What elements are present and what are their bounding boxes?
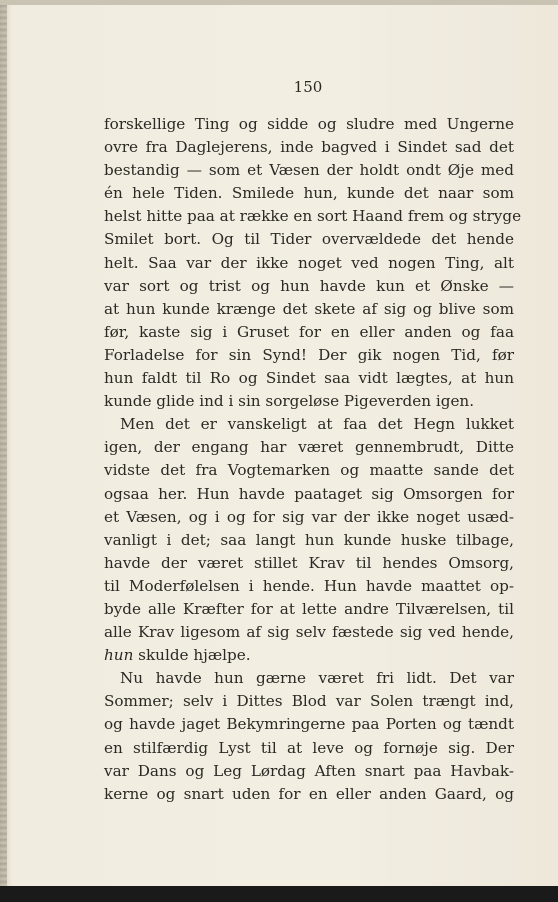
text-line: ovre fra Daglejerens, inde bagved i Sindet sad det [104,138,514,157]
text-line: forskellige Ting og sidde og sludre med Ungerne [104,115,514,133]
text-line: vanligt i det; saa langt hun kunde huske tilbage, [104,530,514,549]
text-line: én hele Tiden. Smilede hun, kunde det naar som [104,184,514,203]
text-line: Nu havde hun gærne været fri lidt. Det var [120,669,514,688]
text-line: igen, der engang har været gennembrudt, Ditte [104,438,514,457]
italic-word: hun [104,646,134,665]
text-line: ogsaa her. Hun havde paataget sig Omsorgen for [104,484,514,503]
text-line: og havde jaget Bekymringerne paa Porten og tændt [104,715,514,734]
text-line: at hun kunde krænge det skete af sig og blive som [104,299,514,318]
text-line: hun faldt til Ro og Sindet saa vidt lægtes, at hun [104,369,514,388]
text-line: Smilet bort. Og til Tider overvældede det hende [104,230,514,249]
body-text [104,113,522,806]
bottom-border [0,886,558,902]
text-line: før, kaste sig i Gruset for en eller anden og faa [104,322,514,341]
text-line-rest: skulde hjælpe. [133,646,251,665]
text-line: Sommer; selv i Dittes Blod var Solen trængt ind, [104,692,514,711]
text-line: var sort og trist og hun havde kun et Ønske — [104,276,514,295]
text-line: byde alle Kræfter for at lette andre Tilværelsen, til [104,599,514,618]
text-line: kerne og snart uden for en eller anden Gaard, og [104,784,514,803]
text-line: til Moderfølelsen i hende. Hun havde maattet op- [104,576,514,595]
page-number: 150 [293,78,323,96]
text-line: havde der været stillet Krav til hendes Omsorg, [104,553,514,572]
text-line [104,644,514,667]
text-line: kunde glide ind i sin sorgeløse Pigeverden igen. [104,392,475,411]
top-edge [0,0,558,5]
text-line: helst hitte paa at række en sort Haand frem og stryge [104,207,522,226]
text-line: helt. Saa var der ikke noget ved nogen Ting, alt [104,253,514,272]
text-line: var Dans og Leg Lørdag Aften snart paa Havbak- [104,761,514,780]
text-line: vidste det fra Vogtemarken og maatte sande det [104,461,514,480]
text-line: bestandig — som et Væsen der holdt ondt Øje med [104,161,514,180]
text-line: Forladelse for sin Synd! Der gik nogen Tid, før [104,345,514,364]
binding-edge [0,0,7,902]
text-line: alle Krav ligesom af sig selv fæstede sig ved hende, [104,623,514,642]
text-line: et Væsen, og i og for sig var der ikke noget usæd- [104,507,514,526]
text-line: Men det er vanskeligt at faa det Hegn lukket [120,415,514,434]
text-line: en stilfærdig Lyst til at leve og fornøje sig. Der [104,738,514,757]
